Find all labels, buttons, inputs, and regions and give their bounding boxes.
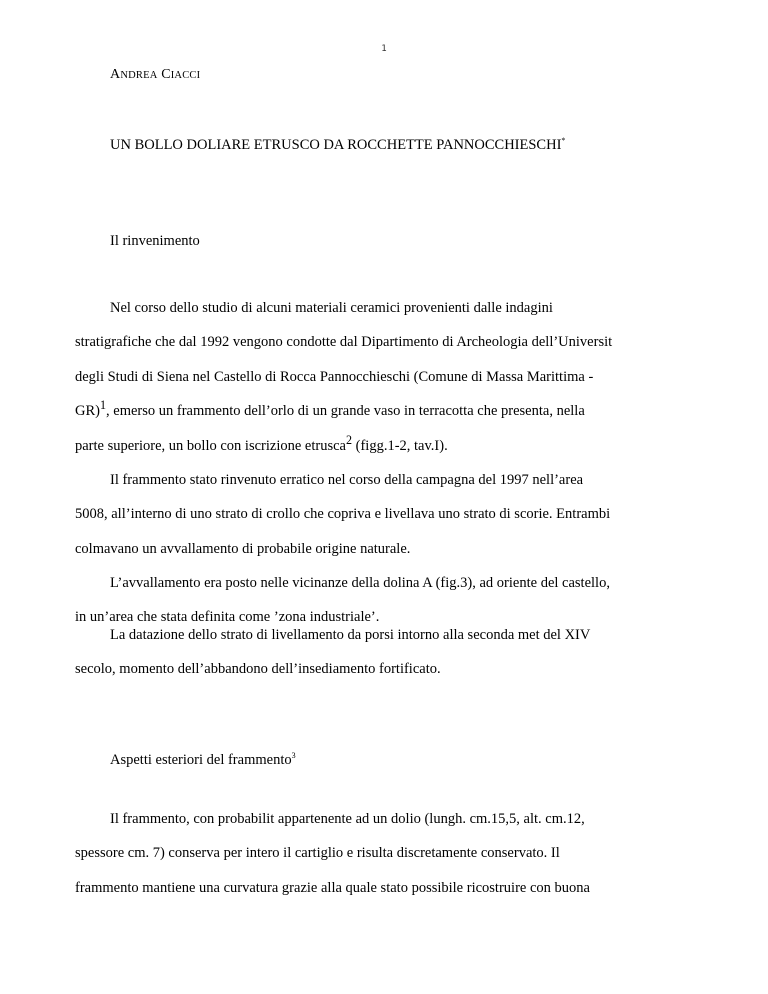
title-text: UN BOLLO DOLIARE ETRUSCO DA ROCCHETTE PANNOCCHIESCHI <box>110 137 562 153</box>
footnote-ref-2[interactable]: 2 <box>345 432 353 447</box>
text-line: in un’area che stata definita come ’zona industriale’. <box>75 609 380 626</box>
paragraph-2 <box>75 463 695 566</box>
text-line: spessore cm. 7) conserva per intero il cartiglio e risulta discretamente conservato. Il <box>75 845 560 862</box>
text-line: degli Studi di Siena nel Castello di Rocca Pannocchieschi (Comune di Massa Marittima - <box>75 368 594 385</box>
footnote-ref-3[interactable]: 3 <box>291 751 296 761</box>
title-note-mark: * <box>561 136 566 146</box>
text-line: parte superiore, un bollo con iscrizione etrusca$^2$ (figg.1-2, tav.I). <box>75 432 448 454</box>
author-name: ANDREA CIACCI <box>110 67 201 82</box>
text-line: frammento mantiene una curvatura grazie alla quale stato possibile ricostruire con buona <box>75 879 590 896</box>
text-line: L’avvallamento era posto nelle vicinanze della dolina A (fig.3), ad oriente del castello, <box>110 575 610 591</box>
section-heading-aspetti: Aspetti esteriori del frammento$^3$ <box>110 751 296 768</box>
page-number: 1 <box>381 44 387 54</box>
text-line: Nel corso dello studio di alcuni materiali ceramici provenienti dalle indagini <box>110 300 553 316</box>
text-line: Il frammento stato rinvenuto erratico nel corso della campagna del 1997 nell’area <box>110 472 584 488</box>
paragraph-1 <box>75 291 695 463</box>
text-line: 5008, all’interno di uno strato di crollo che copriva e livellava uno strato di scorie. Entrambi <box>75 506 611 523</box>
text-line: secolo, momento dell’abbandono dell’insediamento fortificato. <box>75 661 441 678</box>
paragraph-4 <box>75 618 695 687</box>
text-line: colmavano un avvallamento di probabile origine naturale. <box>75 540 411 557</box>
text-line: La datazione dello strato di livellamento da porsi intorno alla seconda met del XIV <box>110 627 591 643</box>
section-heading-rinvenimento: Il rinvenimento <box>110 233 200 249</box>
text-line: stratigrafiche che dal 1992 vengono condotte dal Dipartimento di Archeologia dell’Universit <box>75 334 613 351</box>
footnote-ref-1[interactable]: 1 <box>99 398 107 413</box>
text-line: Il frammento, con probabilit appartenente ad un dolio (lungh. cm.15,5, alt. cm.12, <box>110 811 585 827</box>
text-line: GR)$^1$, emerso un frammento dell’orlo di un grande vaso in terracotta che presenta, nella <box>75 398 585 420</box>
article-title <box>110 137 565 154</box>
paragraph-5 <box>75 802 695 905</box>
